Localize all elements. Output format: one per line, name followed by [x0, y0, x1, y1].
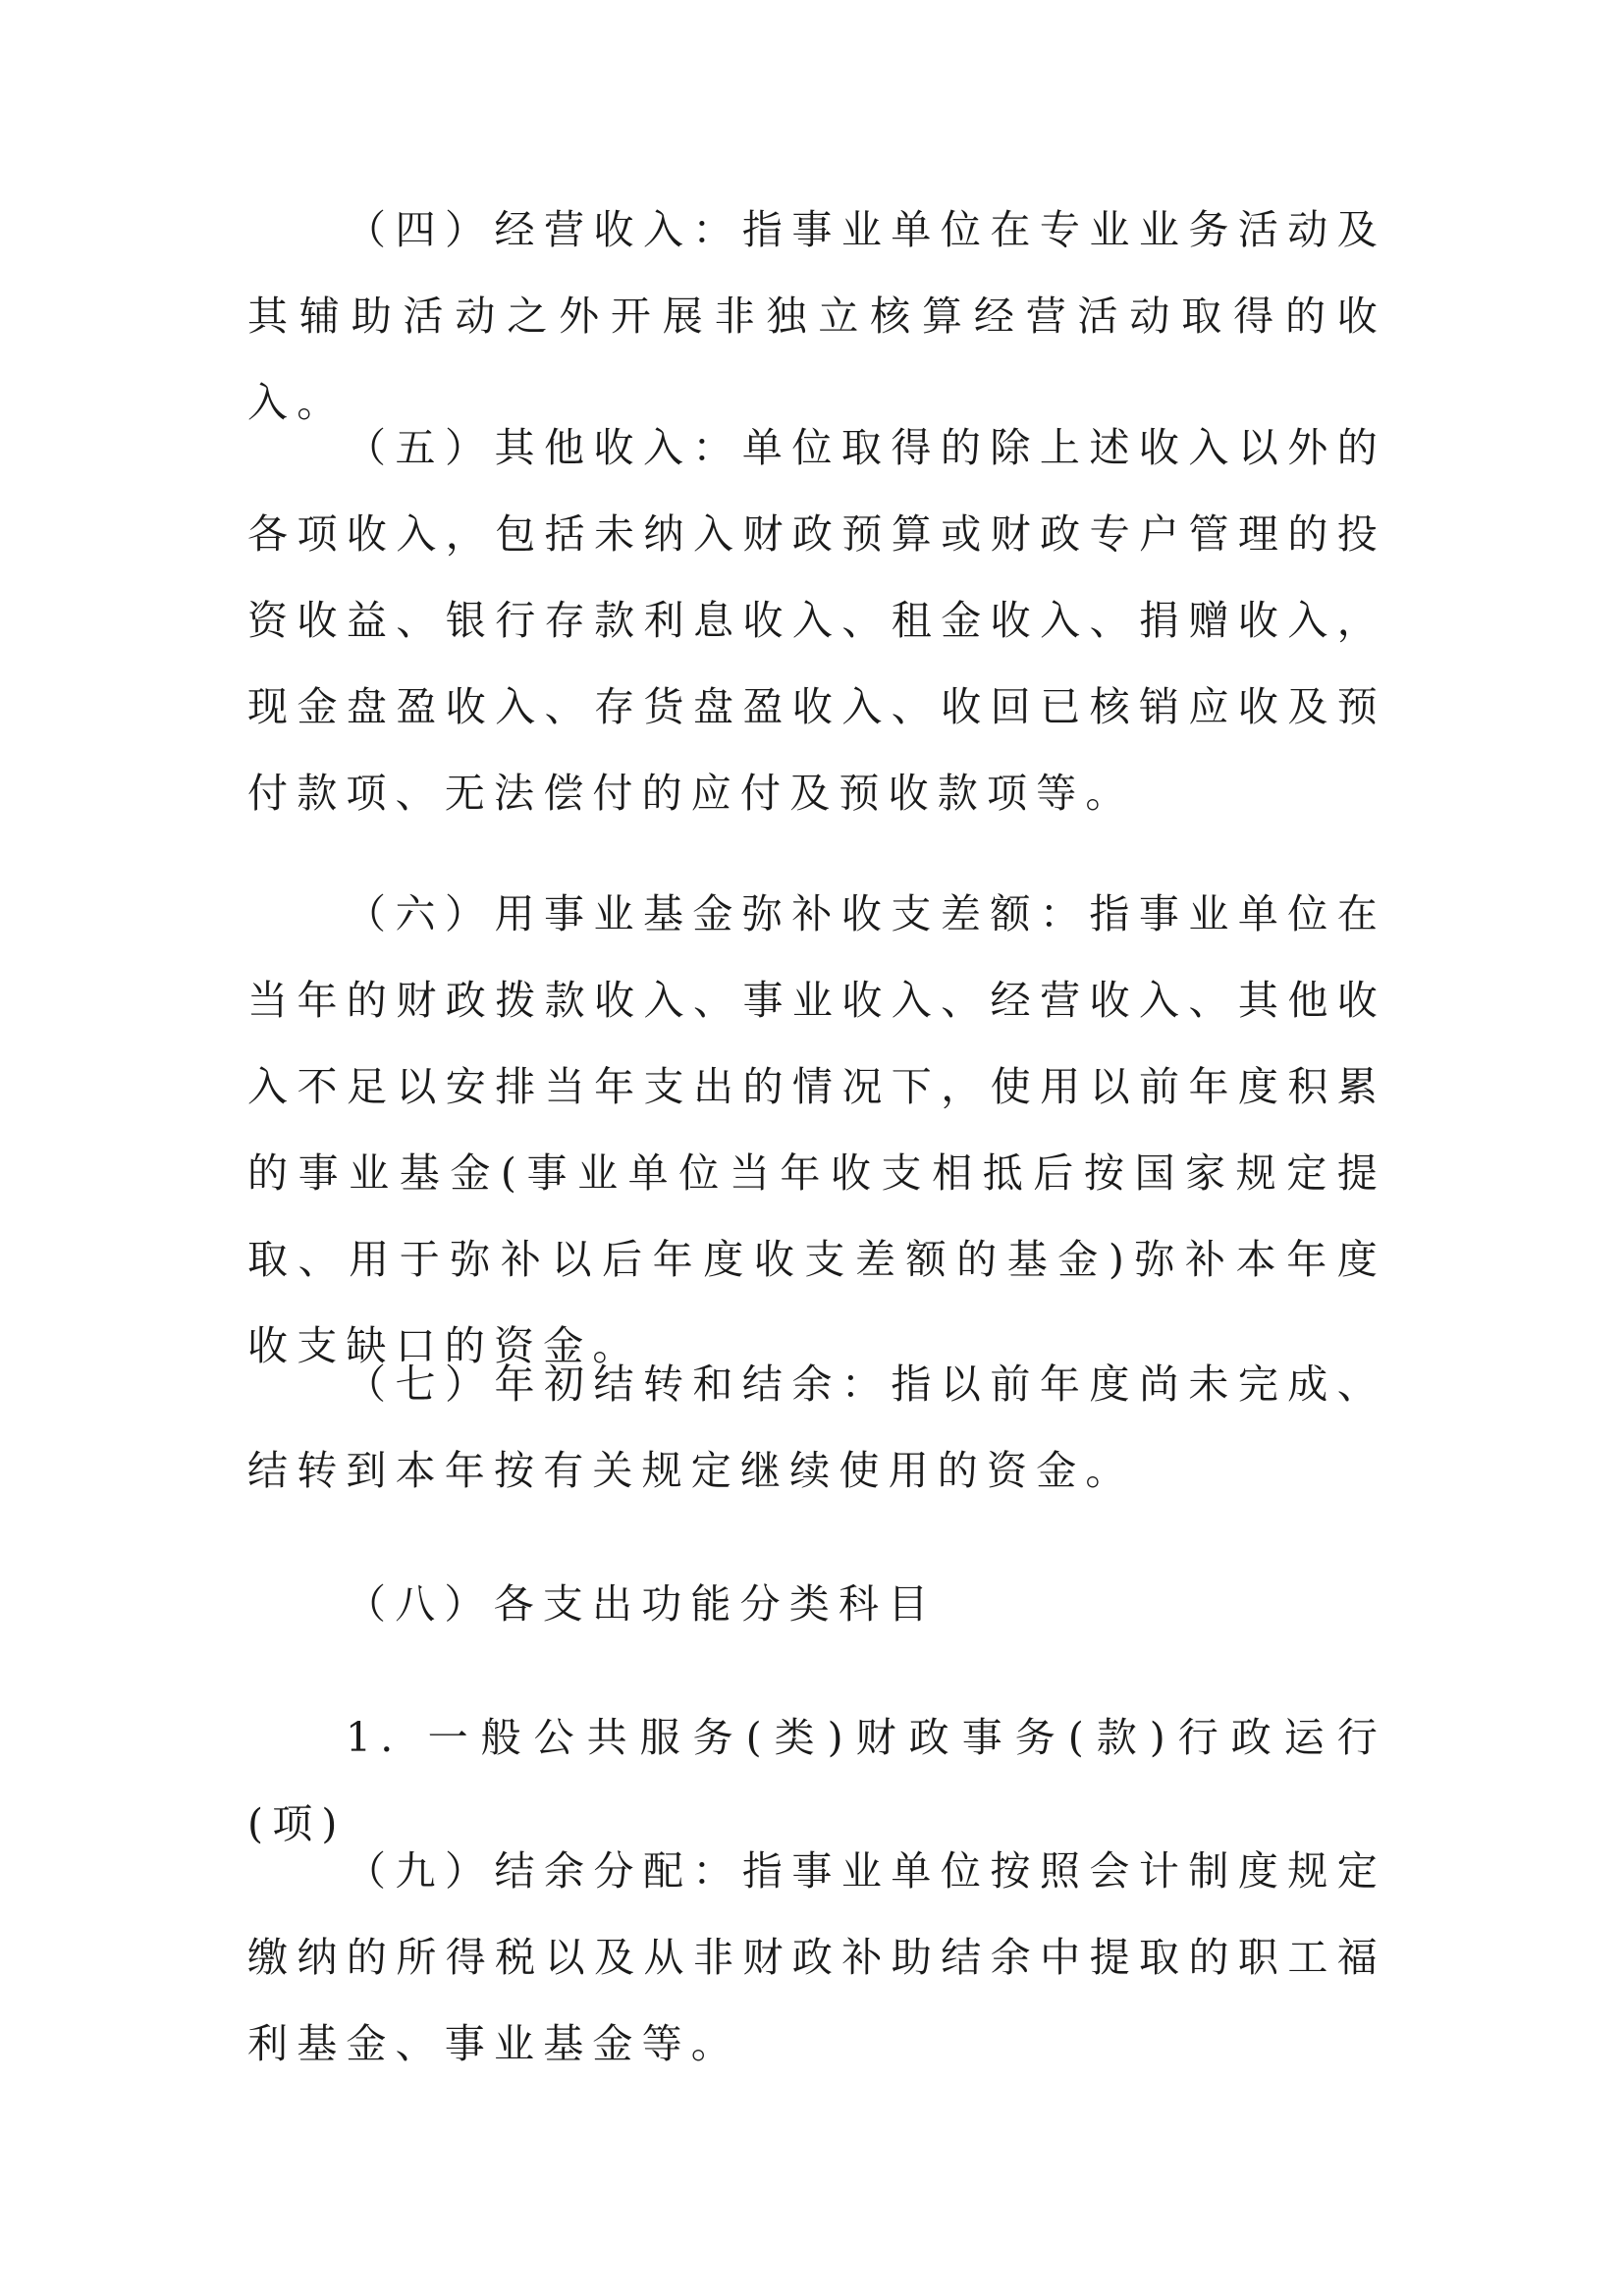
paragraph-text: （六）用事业基金弥补收支差额：指事业单位在当年的财政拨款收入、事业收入、经营收入、其他收入不足以安排当年支出的情况下，使用以前年度积累的事业基金(事业单位当年收支相抵后按国家规定提取、用于弥补以后年度收支差额的基金)弥补本年度收支缺口的资金。 — [247, 890, 1386, 1369]
paragraph-expenditure-classification — [247, 1561, 1386, 1647]
paragraph-text: （四）经营收入：指事业单位在专业业务活动及其辅助活动之外开展非独立核算经营活动取得的收入。 — [247, 206, 1386, 426]
paragraph-balance-distribution — [247, 1828, 1386, 2087]
paragraph-business-fund-supplement — [247, 871, 1386, 1389]
paragraph-text: 1. 一般公共服务(类)财政事务(款)行政运行(项) — [247, 1714, 1386, 1847]
paragraph-text: （五）其他收入：单位取得的除上述收入以外的各项收入，包括未纳入财政预算或财政专户管理的投资收益、银行存款利息收入、租金收入、捐赠收入，现金盘盈收入、存货盘盈收入、收回已核销应收及预付款项、无法偿付的应付及预收款项等。 — [247, 424, 1386, 817]
paragraph-text: （九）结余分配：指事业单位按照会计制度规定缴纳的所得税以及从非财政补助结余中提取的职工福利基金、事业基金等。 — [247, 1847, 1386, 2067]
paragraph-text: （七）年初结转和结余：指以前年度尚未完成、结转到本年按有关规定继续使用的资金。 — [247, 1361, 1386, 1494]
paragraph-text: （八）各支出功能分类科目 — [346, 1580, 938, 1628]
paragraph-other-income — [247, 404, 1386, 836]
paragraph-carryover-balance — [247, 1341, 1386, 1514]
